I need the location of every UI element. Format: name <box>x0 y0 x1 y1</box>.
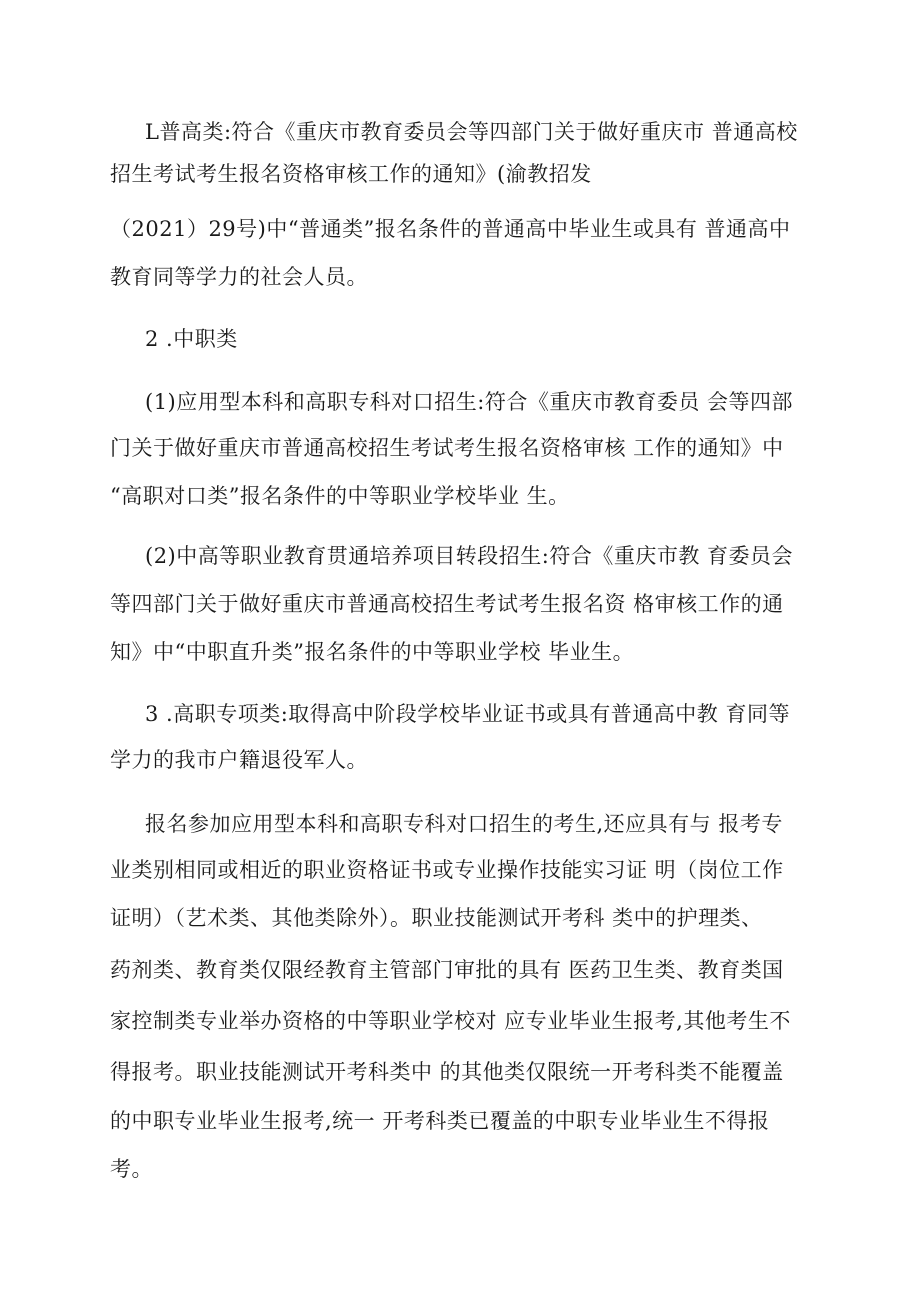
paragraph-3-line-3: “高职对口类”报名条件的中等职业学校毕业 生。 <box>110 484 570 508</box>
paragraph-1-line-4: 教育同等学力的社会人员。 <box>110 265 368 289</box>
paragraph-4-line-3: 知》中“中职直升类”报名条件的中等职业学校 毕业生。 <box>110 640 635 664</box>
paragraph-4-line-1: (2)中高等职业教育贯通培养项目转段招生:符合《重庆市教 育委员会 <box>145 544 793 568</box>
paragraph-6-line-6: 得报考。职业技能测试开考科类中 的其他类仅限统一开考科类不能覆盖 <box>110 1060 784 1084</box>
paragraph-6-line-7: 的中职专业毕业生报考,统一 开考科类已覆盖的中职专业毕业生不得报 <box>110 1109 770 1133</box>
paragraph-2-line-1: 2 .中职类 <box>145 327 238 351</box>
paragraph-1-line-3: （2021）29号)中“普通类”报名条件的普通高中毕业生或具有 普通高中 <box>110 217 791 241</box>
paragraph-6-line-8: 考。 <box>110 1157 153 1181</box>
paragraph-6-line-5: 家控制类专业举办资格的中等职业学校对 应专业毕业生报考,其他考生不 <box>110 1009 791 1033</box>
paragraph-5-line-2: 学力的我市户籍退役军人。 <box>110 748 368 772</box>
paragraph-3-line-2: 门关于做好重庆市普通高校招生考试考生报名资格审核 工作的通知》中 <box>110 436 784 460</box>
paragraph-6-line-1: 报名参加应用型本科和高职专科对口招生的考生,还应具有与 报考专 <box>145 812 783 836</box>
paragraph-6-line-3: 证明）（艺术类、其他类除外）。职业技能测试开考科 类中的护理类、 <box>110 906 763 930</box>
paragraph-1-line-1: L普高类:符合《重庆市教育委员会等四部门关于做好重庆市 普通高校 <box>145 120 798 144</box>
paragraph-1-line-2: 招生考试考生报名资格审核工作的通知》(渝教招发 <box>110 162 592 186</box>
paragraph-6-line-2: 业类别相同或相近的职业资格证书或专业操作技能实习证 明（岗位工作 <box>110 858 784 882</box>
paragraph-6-line-4: 药剂类、教育类仅限经教育主管部门审批的具有 医药卫生类、教育类国 <box>110 958 784 982</box>
paragraph-5-line-1: 3 .高职专项类:取得高中阶段学校毕业证书或具有普通高中教 育同等 <box>145 702 790 726</box>
paragraph-3-line-1: (1)应用型本科和高职专科对口招生:符合《重庆市教育委员 会等四部 <box>145 390 793 414</box>
paragraph-4-line-2: 等四部门关于做好重庆市普通高校招生考试考生报名资 格审核工作的通 <box>110 592 784 616</box>
